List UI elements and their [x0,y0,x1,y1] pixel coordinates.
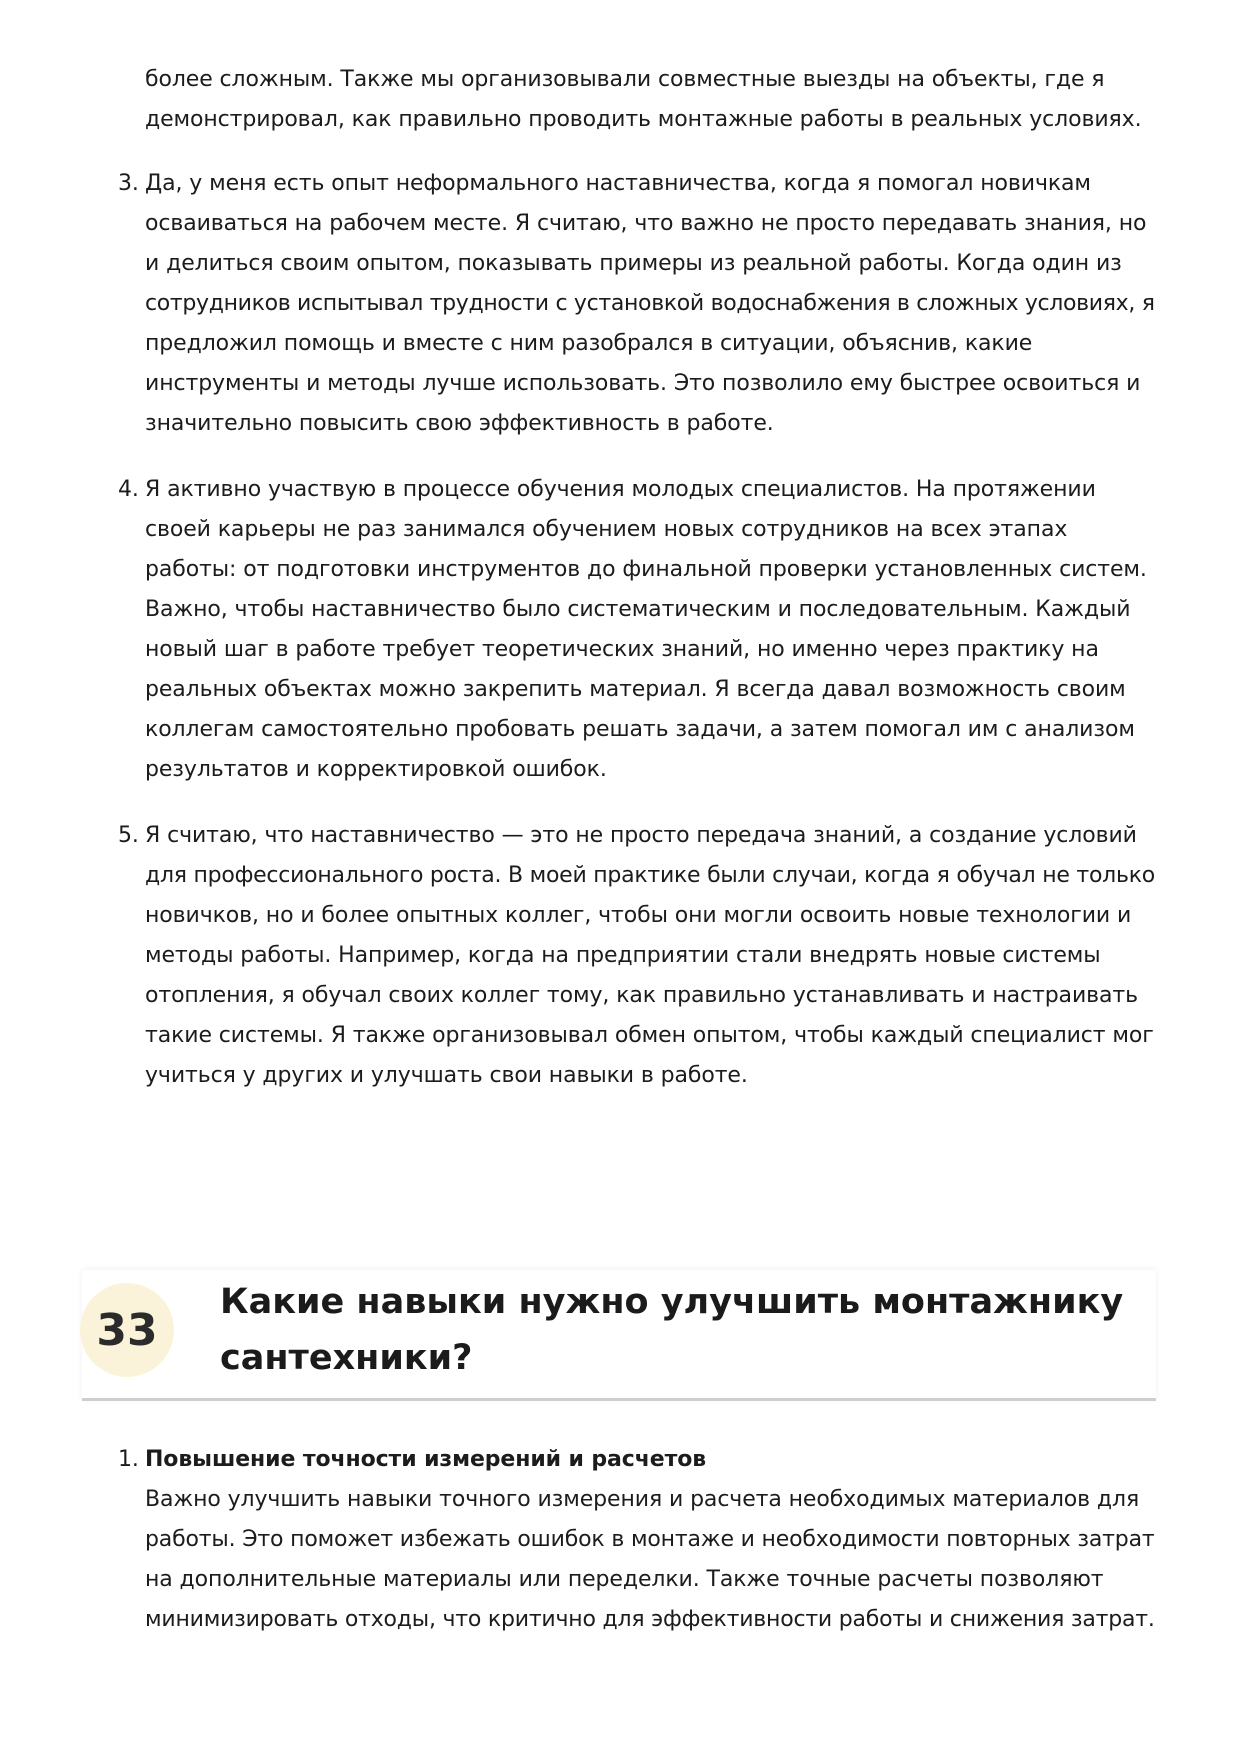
text-line: предложил помощь и вместе с ним разобрался в ситуации, объяснив, какие [145,331,1033,356]
item-heading: Повышение точности измерений и расчетов [145,1447,707,1472]
section-title [220,1274,1123,1386]
continuation-paragraph [145,60,1155,140]
text-line: такие системы. Я также организовывал обмен опытом, чтобы каждый специалист мог [145,1023,1154,1048]
text-line: минимизировать отходы, что критично для эффективности работы и снижения затрат. [145,1607,1155,1632]
list-number: 3. [118,171,139,196]
text-line: на дополнительные материалы или переделки. Также точные расчеты позволяют [145,1567,1104,1592]
text-line: учиться у других и улучшать свои навыки в работе. [145,1063,748,1088]
text-line: методы работы. Например, когда на предприятии стали внедрять новые системы [145,943,1101,968]
section-number-badge: 33 [80,1283,174,1377]
text-line: Да, у меня есть опыт неформального наставничества, когда я помогал новичкам [145,171,1091,196]
text-line: для профессионального роста. В моей практике были случаи, когда я обучал не только [145,863,1155,888]
text-line: демонстрировал, как правильно проводить монтажные работы в реальных условиях. [145,107,1142,132]
text-line: осваиваться на рабочем месте. Я считаю, что важно не просто передавать знания, но [145,211,1147,236]
text-line: новичков, но и более опытных коллег, чтобы они могли освоить новые технологии и [145,903,1132,928]
text-line: и делиться своим опытом, показывать примеры из реальной работы. Когда один из [145,251,1122,276]
text-line: своей карьеры не раз занимался обучением новых сотрудников на всех этапах [145,517,1068,542]
text-line: новый шаг в работе требует теоретических знаний, но именно через практику на [145,637,1099,662]
text-line: коллегам самостоятельно пробовать решать задачи, а затем помогал им с анализом [145,717,1135,742]
text-line: Важно, чтобы наставничество было систематическим и последовательным. Каждый [145,597,1131,622]
list-number: 1. [118,1447,139,1472]
list-item [118,164,1155,444]
text-line: Важно улучшить навыки точного измерения и расчета необходимых материалов для [145,1487,1140,1512]
text-line: значительно повысить свою эффективность в работе. [145,411,774,436]
section-title-line: Какие навыки нужно улучшить монтажнику [220,1282,1124,1322]
list-item [118,470,1155,790]
text-line: отопления, я обучал своих коллег тому, как правильно устанавливать и настраивать [145,983,1138,1008]
list-item [118,1440,1155,1640]
text-line: сотрудников испытывал трудности с установкой водоснабжения в сложных условиях, я [145,291,1155,316]
list-number: 4. [118,477,139,502]
list-item [118,816,1155,1096]
section-title-line: сантехники? [220,1338,473,1378]
text-line: работы: от подготовки инструментов до финальной проверки установленных систем. [145,557,1147,582]
section-header [82,1270,1156,1401]
text-line: Я активно участвую в процессе обучения молодых специалистов. На протяжении [145,477,1096,502]
list-number: 5. [118,823,139,848]
text-line: реальных объектах можно закрепить материал. Я всегда давал возможность своим [145,677,1126,702]
text-line: более сложным. Также мы организовывали совместные выезды на объекты, где я [145,67,1105,92]
text-line: инструменты и методы лучше использовать. Это позволило ему быстрее освоиться и [145,371,1141,396]
text-line: работы. Это поможет избежать ошибок в монтаже и необходимости повторных затрат [145,1527,1155,1552]
text-line: Я считаю, что наставничество — это не просто передача знаний, а создание условий [145,823,1137,848]
text-line: результатов и корректировкой ошибок. [145,757,607,782]
